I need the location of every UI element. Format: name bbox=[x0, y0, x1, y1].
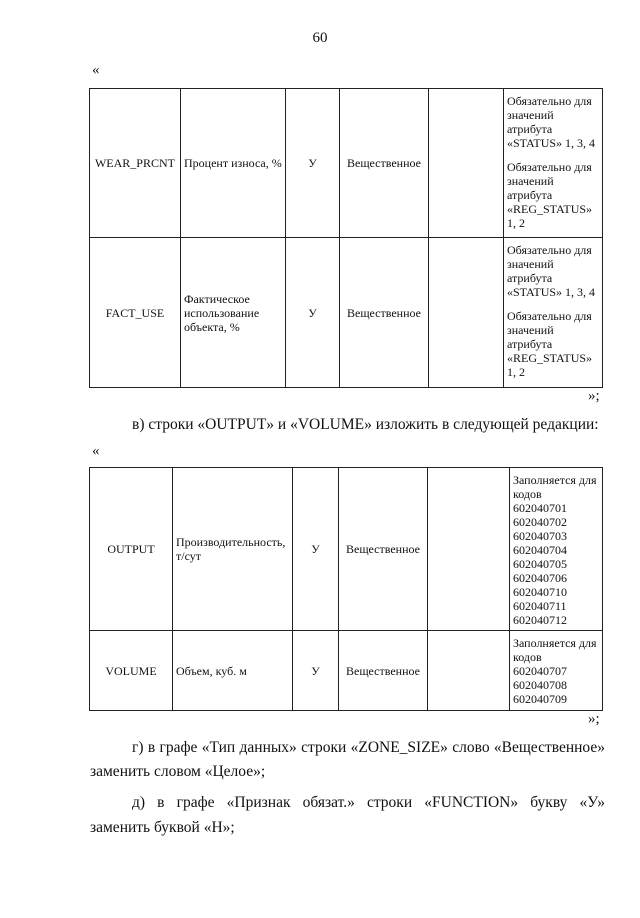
note-status: Обязательно для значений атрибута «STATUS» 1, 3, 4 bbox=[507, 94, 596, 150]
paragraph-d-line-2: заменить буквой «Н»; bbox=[90, 819, 235, 836]
empty-cell bbox=[429, 89, 504, 238]
attributes-table-2 bbox=[89, 467, 603, 711]
paragraph-g-line-1: г) в графе «Тип данных» строки «ZONE_SIZE» слово «Вещественное» bbox=[132, 739, 605, 756]
code-item: 602040702 bbox=[513, 515, 567, 529]
note-heading: Заполняется для кодов bbox=[513, 636, 597, 664]
closing-quote: »; bbox=[588, 711, 600, 727]
data-type: Вещественное bbox=[339, 631, 428, 711]
paragraph-v: в) строки «OUTPUT» и «VOLUME» изложить в следующей редакции: bbox=[132, 416, 599, 433]
code-item: 602040711 bbox=[513, 599, 567, 613]
code-item: 602040704 bbox=[513, 543, 567, 557]
data-type: Вещественное bbox=[340, 89, 429, 238]
attribute-note bbox=[504, 238, 603, 388]
attribute-name: Процент износа, % bbox=[181, 89, 286, 238]
attribute-name: Объем, куб. м bbox=[173, 631, 293, 711]
table-row bbox=[90, 89, 603, 238]
data-type: Вещественное bbox=[339, 468, 428, 631]
attribute-code: FACT_USE bbox=[90, 238, 181, 388]
attribute-code: VOLUME bbox=[90, 631, 173, 711]
code-item: 602040701 bbox=[513, 501, 567, 515]
code-item: 602040703 bbox=[513, 529, 567, 543]
opening-quote: « bbox=[92, 62, 100, 78]
code-item: 602040708 bbox=[513, 678, 567, 692]
required-flag: У bbox=[293, 631, 339, 711]
table-row bbox=[90, 631, 603, 711]
note-status: Обязательно для значений атрибута «STATUS» 1, 3, 4 bbox=[507, 243, 596, 299]
required-flag: У bbox=[286, 238, 340, 388]
empty-cell bbox=[429, 238, 504, 388]
required-flag: У bbox=[286, 89, 340, 238]
note-heading: Заполняется для кодов bbox=[513, 473, 597, 501]
required-flag: У bbox=[293, 468, 339, 631]
table-row bbox=[90, 238, 603, 388]
empty-cell bbox=[428, 468, 510, 631]
attribute-name: Фактическое использование объекта, % bbox=[181, 238, 286, 388]
table-row bbox=[90, 468, 603, 631]
code-item: 602040705 bbox=[513, 557, 567, 571]
code-item: 602040707 bbox=[513, 664, 567, 678]
attribute-code: WEAR_PRCNT bbox=[90, 89, 181, 238]
attribute-note bbox=[510, 468, 603, 631]
paragraph-g-line-2: заменить словом «Целое»; bbox=[90, 763, 266, 780]
note-reg-status: Обязательно для значений атрибута «REG_STATUS» 1, 2 bbox=[507, 160, 593, 230]
opening-quote: « bbox=[92, 443, 100, 459]
paragraph-d-line-1: д) в графе «Признак обязат.» строки «FUNCTION» букву «У» bbox=[132, 794, 605, 811]
closing-quote: »; bbox=[588, 388, 600, 404]
attribute-note bbox=[510, 631, 603, 711]
code-item: 602040712 bbox=[513, 613, 567, 627]
attribute-code: OUTPUT bbox=[90, 468, 173, 631]
code-item: 602040710 bbox=[513, 585, 567, 599]
data-type: Вещественное bbox=[340, 238, 429, 388]
attribute-note bbox=[504, 89, 603, 238]
page-number: 60 bbox=[312, 30, 328, 46]
attribute-name: Производительность, т/сут bbox=[173, 468, 293, 631]
attributes-table-1 bbox=[89, 88, 603, 388]
note-reg-status: Обязательно для значений атрибута «REG_STATUS» 1, 2 bbox=[507, 309, 593, 379]
code-item: 602040706 bbox=[513, 571, 567, 585]
code-item: 602040709 bbox=[513, 692, 567, 706]
empty-cell bbox=[428, 631, 510, 711]
